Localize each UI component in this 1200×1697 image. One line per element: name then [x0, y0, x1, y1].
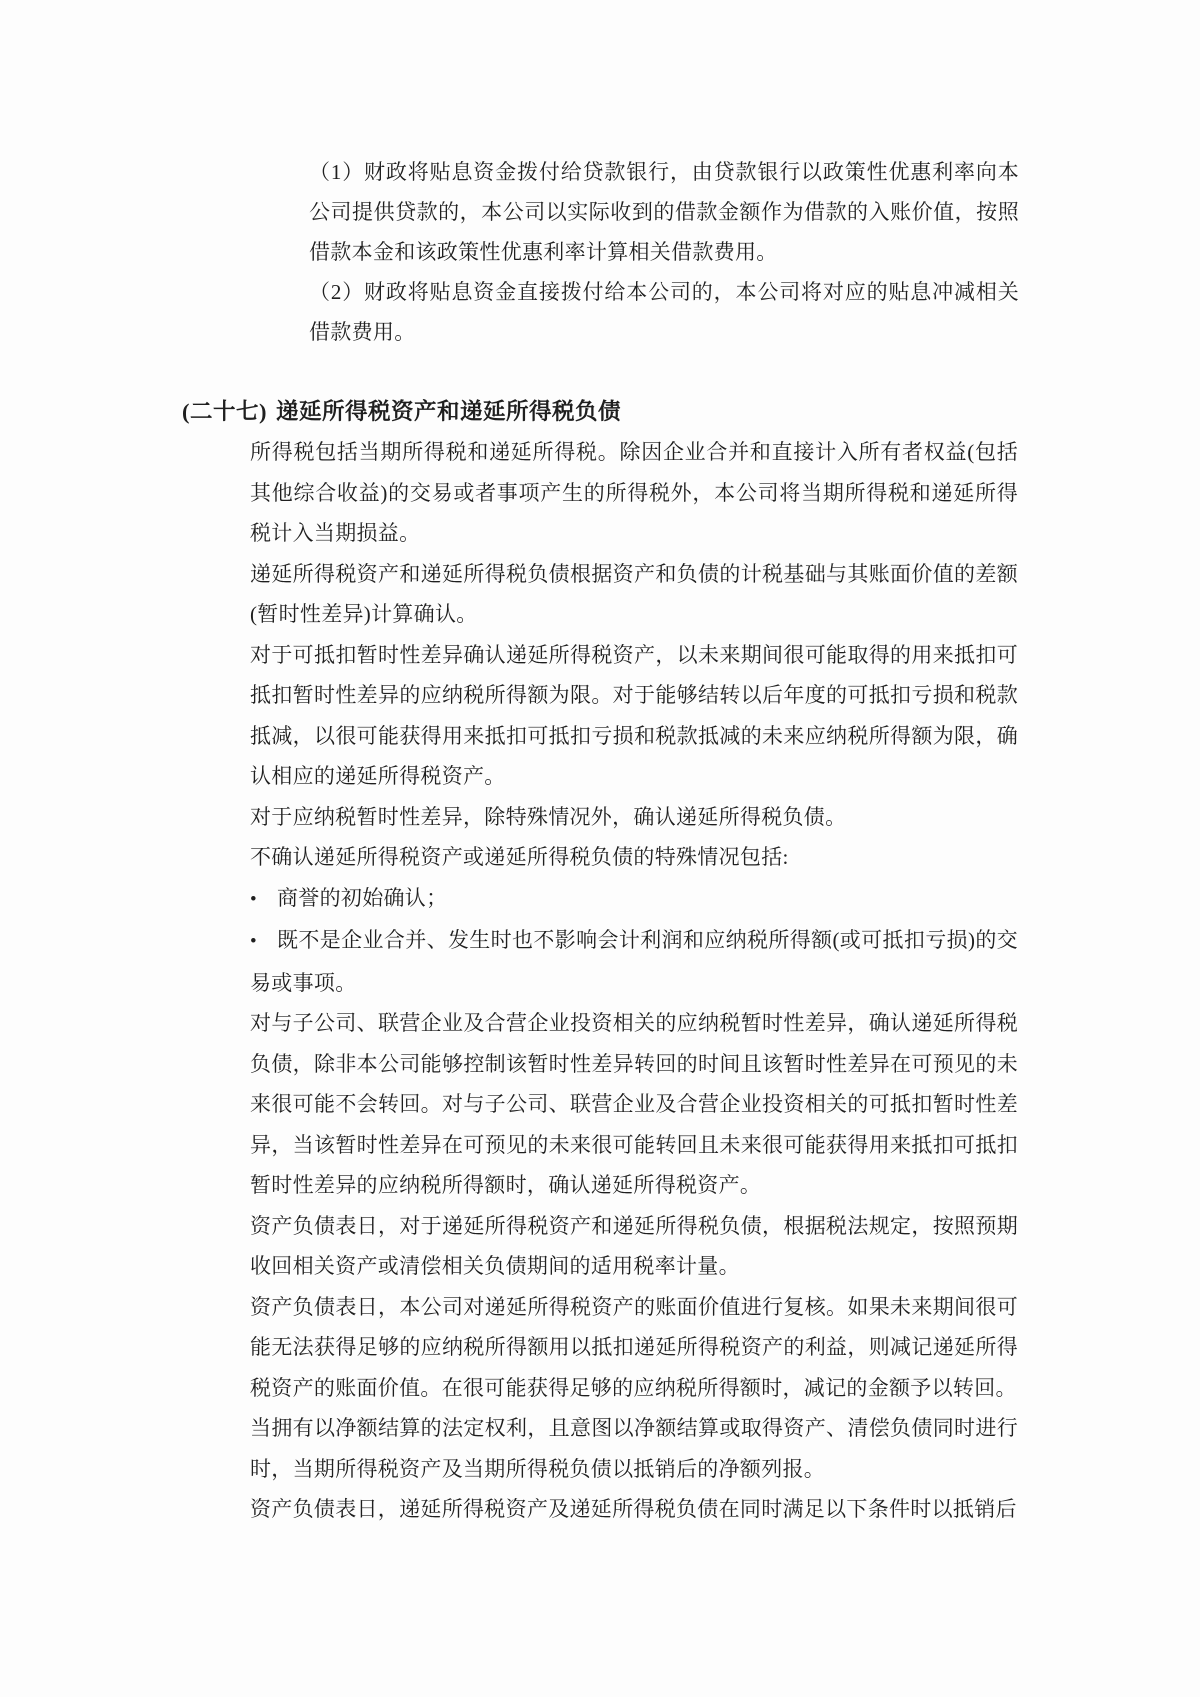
paragraph: 不确认递延所得税资产或递延所得税负债的特殊情况包括: [250, 845, 789, 869]
section-number: (二十七) [182, 399, 267, 424]
bullet-icon: • [250, 888, 257, 910]
section-title: 递延所得税资产和递延所得税负债 [276, 399, 622, 424]
paragraph: 资产负债表日，对于递延所得税资产和递延所得税负债，根据税法规定，按照预期收回相关资产或清偿相关负债期间的适用税率计量。 [250, 1213, 1018, 1278]
bullet-text: 既不是企业合并、发生时也不影响会计利润和应纳税所得额(或可抵扣亏损)的交易或事项。 [250, 928, 1018, 995]
paragraph: 当拥有以净额结算的法定权利，且意图以净额结算或取得资产、清偿负债同时进行时，当期所得税资产及当期所得税负债以抵销后的净额列报。 [250, 1416, 1018, 1481]
bullet-text: 商誉的初始确认； [277, 885, 448, 910]
numbered-item-2: （2）财政将贴息资金直接拨付给本公司的，本公司将对应的贴息冲减相关借款费用。 [309, 280, 1019, 344]
bullet-item [250, 920, 1018, 1003]
paragraph: 对于应纳税暂时性差异，除特殊情况外，确认递延所得税负债。 [250, 804, 847, 829]
paragraph: 对于可抵扣暂时性差异确认递延所得税资产，以未来期间很可能取得的用来抵扣可抵扣暂时性差异的应纳税所得额为限。对于能够结转以后年度的可抵扣亏损和税款抵减，以很可能获得用来抵扣可抵扣亏损和税款抵减的未来应纳税所得额为限，确认相应的递延所得税资产。 [250, 642, 1018, 788]
bullet-item [250, 878, 1018, 921]
paragraph: 资产负债表日，本公司对递延所得税资产的账面价值进行复核。如果未来期间很可能无法获得足够的应纳税所得额用以抵扣递延所得税资产的利益，则减记递延所得税资产的账面价值。在很可能获得足够的应纳税所得额时，减记的金额予以转回。 [250, 1294, 1018, 1400]
section-body [250, 432, 1018, 1530]
paragraph: 递延所得税资产和递延所得税负债根据资产和负债的计税基础与其账面价值的差额(暂时性差异)计算确认。 [250, 561, 1018, 626]
numbered-item-1: （1）财政将贴息资金拨付给贷款银行，由贷款银行以政策性优惠利率向本公司提供贷款的，本公司以实际收到的借款金额作为借款的入账价值，按照借款本金和该政策性优惠利率计算相关借款费用。 [309, 160, 1019, 264]
paragraph: 对与子公司、联营企业及合营企业投资相关的应纳税暂时性差异，确认递延所得税负债，除非本公司能够控制该暂时性差异转回的时间且该暂时性差异在可预见的未来很可能不会转回。对与子公司、联营企业及合营企业投资相关的可抵扣暂时性差异，当该暂时性差异在可预见的未来很可能转回且未来很可能获得用来抵扣可抵扣暂时性差异的应纳税所得额时，确认递延所得税资产。 [250, 1011, 1018, 1197]
paragraph: 所得税包括当期所得税和递延所得税。除因企业合并和直接计入所有者权益(包括其他综合收益)的交易或者事项产生的所得税外，本公司将当期所得税和递延所得税计入当期损益。 [250, 440, 1018, 545]
paragraph: 资产负债表日，递延所得税资产及递延所得税负债在同时满足以下条件时以抵销后 [250, 1497, 1017, 1521]
section-heading [182, 394, 621, 426]
bullet-icon: • [250, 931, 257, 952]
intro-block [309, 152, 1019, 352]
